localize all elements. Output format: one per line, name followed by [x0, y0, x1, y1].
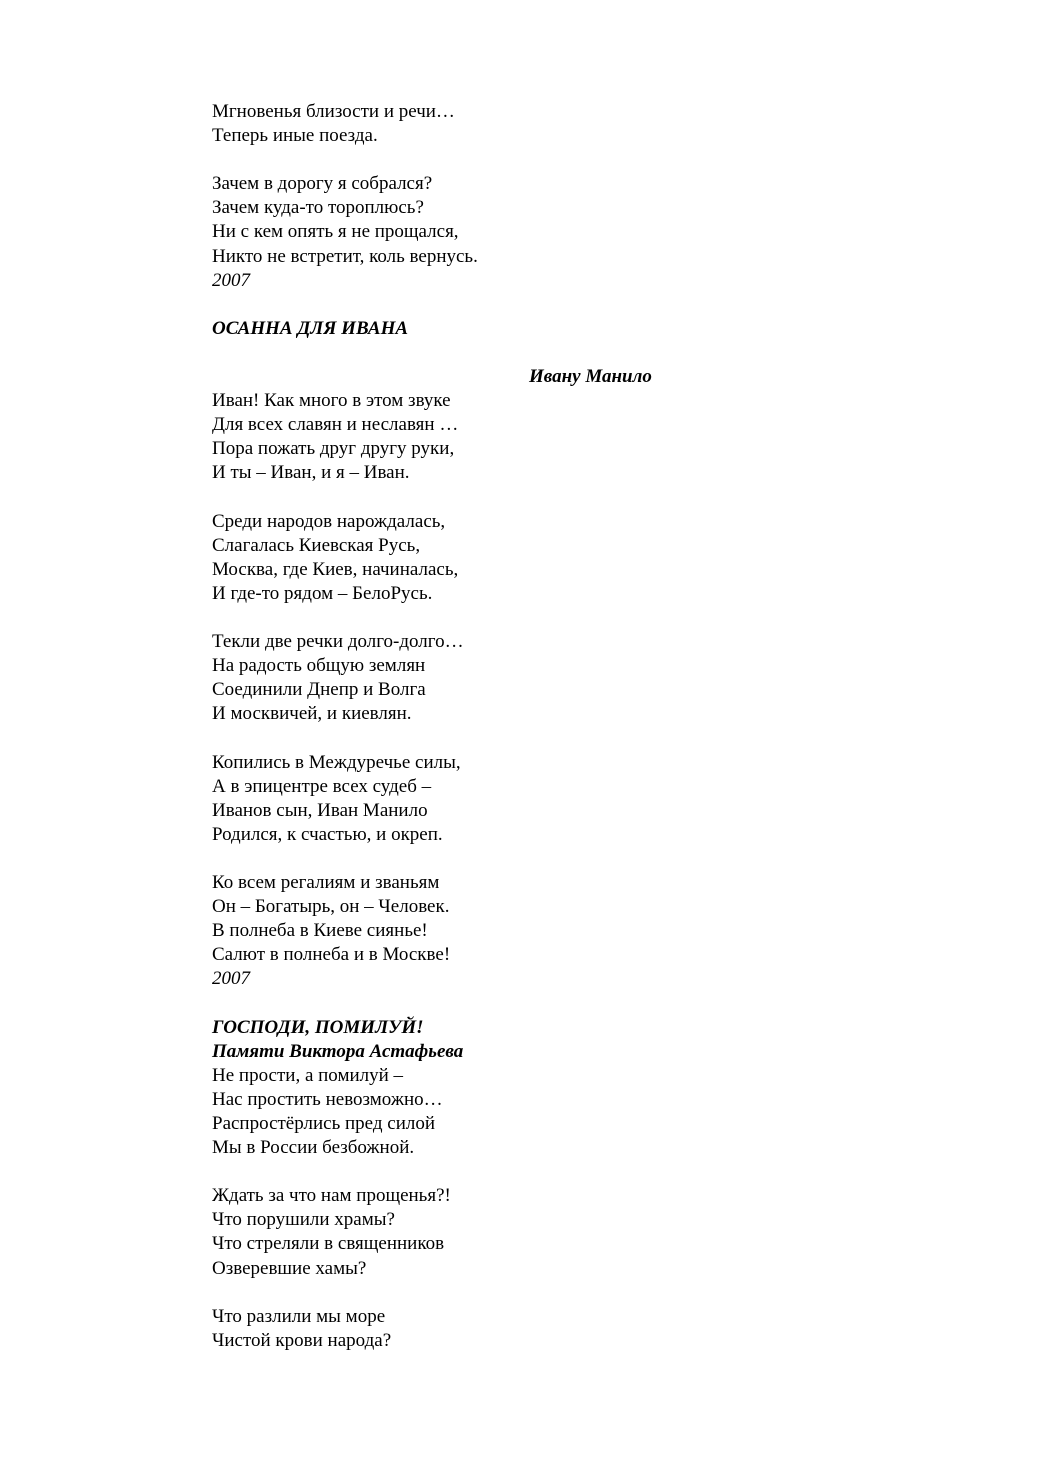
- poem-year: 2007: [212, 968, 250, 990]
- verse-line: Мы в России безбожной.: [212, 1137, 415, 1159]
- verse-line: Текли две речки долго-долго…: [212, 631, 464, 653]
- stanza: [212, 751, 812, 847]
- stanza: [212, 510, 812, 606]
- stanza: [212, 1184, 812, 1280]
- poem-year: 2007: [212, 269, 250, 291]
- document-page: [212, 100, 812, 1353]
- verse-line: Он – Богатырь, он – Человек.: [212, 896, 450, 918]
- verse-line: Что порушили храмы?: [212, 1209, 395, 1231]
- verse-line: Ко всем регалиям и званьям: [212, 872, 440, 893]
- verse-line: На радость общую землян: [212, 655, 426, 677]
- verse-line: Иван! Как много в этом звуке: [212, 390, 451, 412]
- verse-line: Соединили Днепр и Волга: [212, 679, 426, 701]
- verse-line: Что стреляли в священников: [212, 1233, 445, 1255]
- verse-line: В полнеба в Киеве сиянье!: [212, 920, 428, 942]
- verse-line: Копились в Междуречье силы,: [212, 751, 461, 773]
- verse-line: Для всех славян и неславян …: [212, 414, 459, 436]
- verse-line: Озверевшие хамы?: [212, 1257, 367, 1279]
- verse-line: Слагалась Киевская Русь,: [212, 534, 421, 556]
- verse-line: И где-то рядом – БелоРусь.: [212, 582, 433, 604]
- verse-line: Иванов сын, Иван Манило: [212, 799, 428, 821]
- stanza: [212, 871, 812, 967]
- stanza: [212, 172, 812, 268]
- stanza: [212, 389, 812, 485]
- verse-line: Родился, к счастью, и окреп.: [212, 823, 443, 845]
- verse-line: Зачем куда-то тороплюсь?: [212, 197, 424, 219]
- verse-line: Салют в полнеба и в Москве!: [212, 944, 451, 966]
- verse-line: И москвичей, и киевлян.: [212, 703, 412, 725]
- stanza: [212, 1064, 812, 1160]
- verse-line: Никто не встретит, коль вернусь.: [212, 245, 478, 267]
- verse-line: Среди народов нарождалась,: [212, 510, 446, 532]
- verse-line: Зачем в дорогу я собрался?: [212, 173, 433, 195]
- verse-line: Москва, где Киев, начиналась,: [212, 558, 459, 580]
- poem-dedication: Памяти Виктора Астафьева: [212, 1040, 464, 1062]
- verse-line: А в эпицентре всех судеб –: [212, 775, 432, 797]
- verse-line: Нас простить невозможно…: [212, 1088, 443, 1110]
- poem-dedication: Ивану Манило: [529, 366, 652, 388]
- verse-line: Чистой крови народа?: [212, 1329, 392, 1351]
- poem-title: ОСАННА ДЛЯ ИВАНА: [212, 317, 409, 339]
- stanza: [212, 630, 812, 726]
- verse-line: Ждать за что нам прощенья?!: [212, 1185, 451, 1207]
- verse-line: Пора пожать друг другу руки,: [212, 438, 455, 460]
- verse-line: Теперь иные поезда.: [212, 125, 378, 147]
- verse-line: Ни с кем опять я не прощался,: [212, 221, 459, 243]
- verse-line: Мгновенья близости и речи…: [212, 101, 455, 122]
- verse-line: И ты – Иван, и я – Иван.: [212, 462, 410, 484]
- poem-title: ГОСПОДИ, ПОМИЛУЙ!: [212, 1016, 424, 1038]
- verse-line: Не прости, а помилуй –: [212, 1064, 404, 1086]
- verse-line: Что разлили мы море: [212, 1305, 386, 1327]
- verse-line: Распростёрлись пред силой: [212, 1112, 436, 1134]
- stanza: [212, 100, 812, 148]
- stanza: [212, 1305, 812, 1353]
